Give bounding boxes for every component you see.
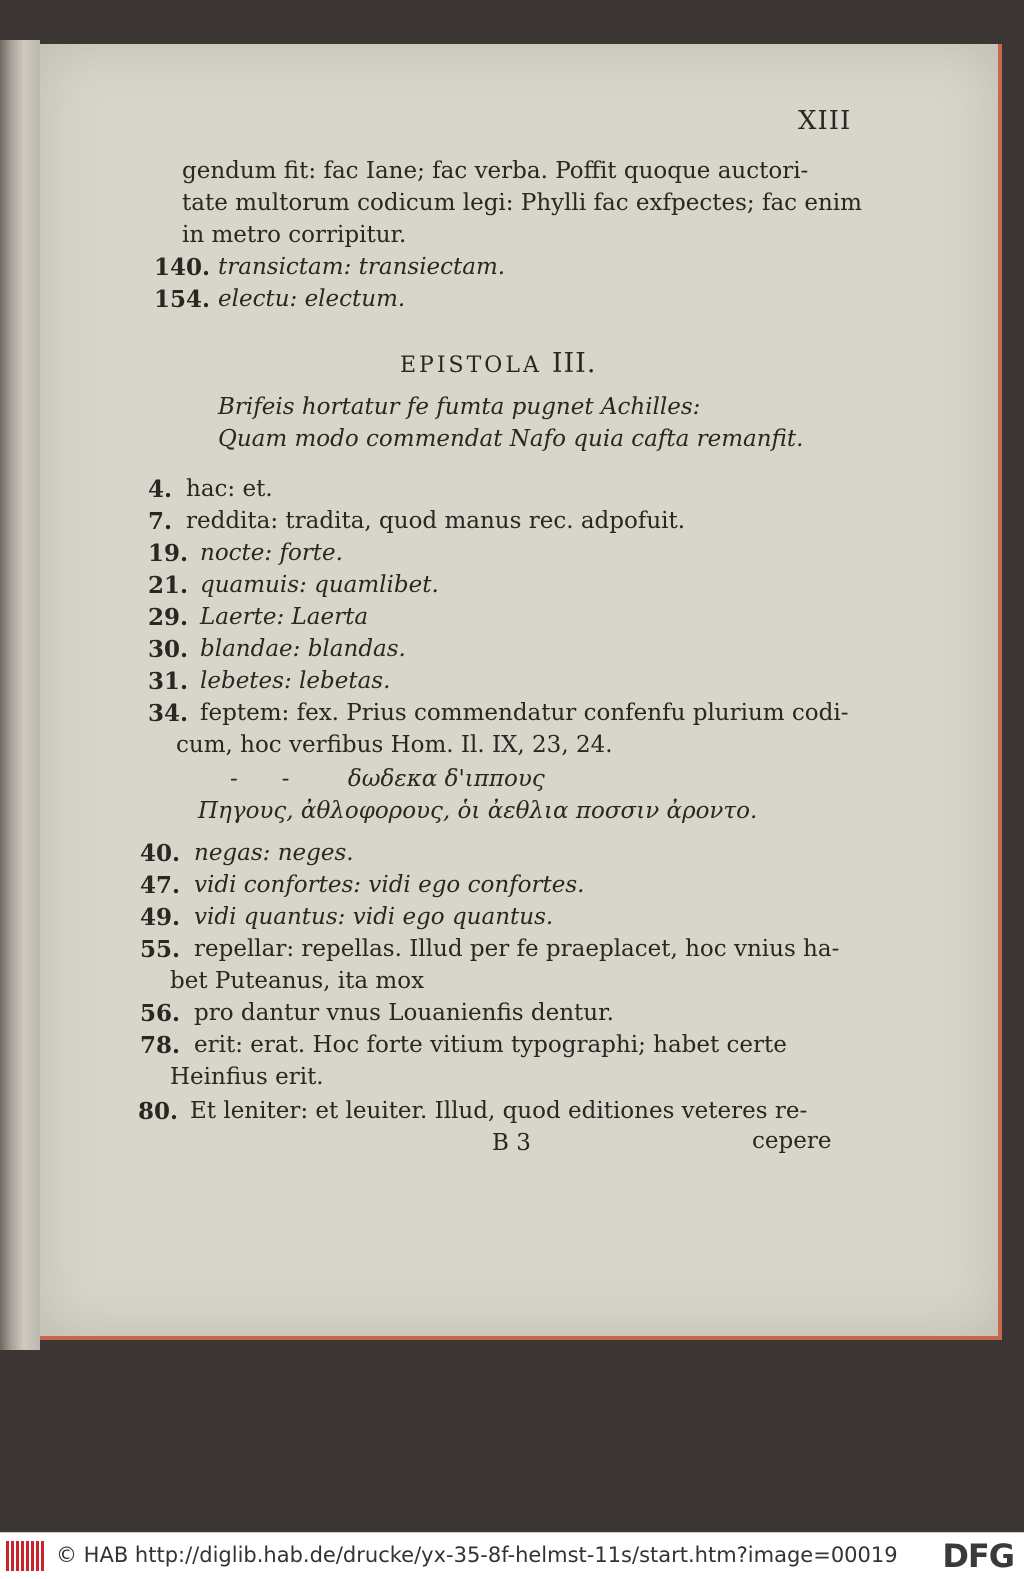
greek-line-2: Πηγους, ἀθλοφορους, ὁι ἀεθλια ποσσιν ἀροντο. [198, 798, 758, 824]
entry-text: electu: electum. [218, 286, 406, 312]
entry-text: quamuis: quamlibet. [200, 572, 439, 598]
entry-number: 4. [148, 476, 173, 503]
greek-line-1: - - δωδεκα δ'ιππους [230, 766, 545, 792]
entry-number: 40. [140, 840, 181, 867]
entry-text: repellar: repellas. Illud per fe praeplacet, hoc vnius ha- [194, 936, 840, 962]
copyright-link[interactable]: © HAB http://diglib.hab.de/drucke/yx-35-8f-helmst-11s/start.htm?image=00019 [56, 1543, 898, 1567]
argument-line-2: Quam modo commendat Nafo quia cafta remanfit. [218, 426, 804, 452]
entry-number: 55. [140, 936, 181, 963]
entry-text: hac: et. [186, 476, 273, 502]
entry-number: 31. [148, 668, 189, 695]
entry-number: 80. [138, 1098, 179, 1125]
entry-number: 30. [148, 636, 189, 663]
intro-line-2: tate multorum codicum legi: Phylli fac exfpectes; fac enim [182, 190, 862, 216]
hab-logo-icon [6, 1541, 46, 1571]
heading-roman: III. [551, 348, 597, 379]
entry-number: 7. [148, 508, 173, 535]
entry-text: lebetes: lebetas. [200, 668, 391, 694]
dfg-logo: DFG [942, 1537, 1014, 1575]
viewer-footer [0, 1532, 1024, 1579]
intro-line-1: gendum fit: fac Iane; fac verba. Poffit quoque auctori- [182, 158, 809, 184]
entry-text: feptem: fex. Prius commendatur confenfu plurium codi- [200, 700, 849, 726]
entry-number: 78. [140, 1032, 181, 1059]
entry-text: blandae: blandas. [200, 636, 406, 662]
entry-text: negas: neges. [194, 840, 354, 866]
entry-number: 56. [140, 1000, 181, 1027]
entry-number: 47. [140, 872, 181, 899]
entry-number: 49. [140, 904, 181, 931]
entry-continuation: bet Puteanus, ita mox [170, 968, 425, 994]
entry-text: erit: erat. Hoc forte vitium typographi; habet certe [194, 1032, 787, 1058]
book-page [40, 44, 1002, 1340]
catchword: cepere [752, 1128, 832, 1154]
entry-text: vidi confortes: vidi ego confortes. [194, 872, 585, 898]
entry-number: 34. [148, 700, 189, 727]
signature-mark: B 3 [492, 1130, 531, 1156]
entry-text: Et leniter: et leuiter. Illud, quod editiones veteres re- [190, 1098, 808, 1124]
argument-line-1: Brifeis hortatur fe fumta pugnet Achilles: [218, 394, 701, 420]
entry-text: reddita: tradita, quod manus rec. adpofuit. [186, 508, 686, 534]
entry-number: 140. [154, 254, 211, 281]
entry-number: 154. [154, 286, 211, 313]
section-heading [400, 348, 596, 379]
heading-word: EPISTOLA [400, 353, 542, 378]
entry-text: pro dantur vnus Louanienfis dentur. [194, 1000, 614, 1026]
entry-number: 19. [148, 540, 189, 567]
entry-continuation: Heinfius erit. [170, 1064, 324, 1090]
entry-text: nocte: forte. [200, 540, 343, 566]
page-number: XIII [798, 106, 852, 136]
entry-number: 29. [148, 604, 189, 631]
entry-continuation: cum, hoc verfibus Hom. Il. IX, 23, 24. [176, 732, 613, 758]
entry-text: transictam: transiectam. [218, 254, 506, 280]
entry-text: Laerte: Laerta [200, 604, 369, 630]
entry-number: 21. [148, 572, 189, 599]
intro-line-3: in metro corripitur. [182, 222, 407, 248]
entry-text: vidi quantus: vidi ego quantus. [194, 904, 554, 930]
left-page-edge [0, 40, 40, 1350]
